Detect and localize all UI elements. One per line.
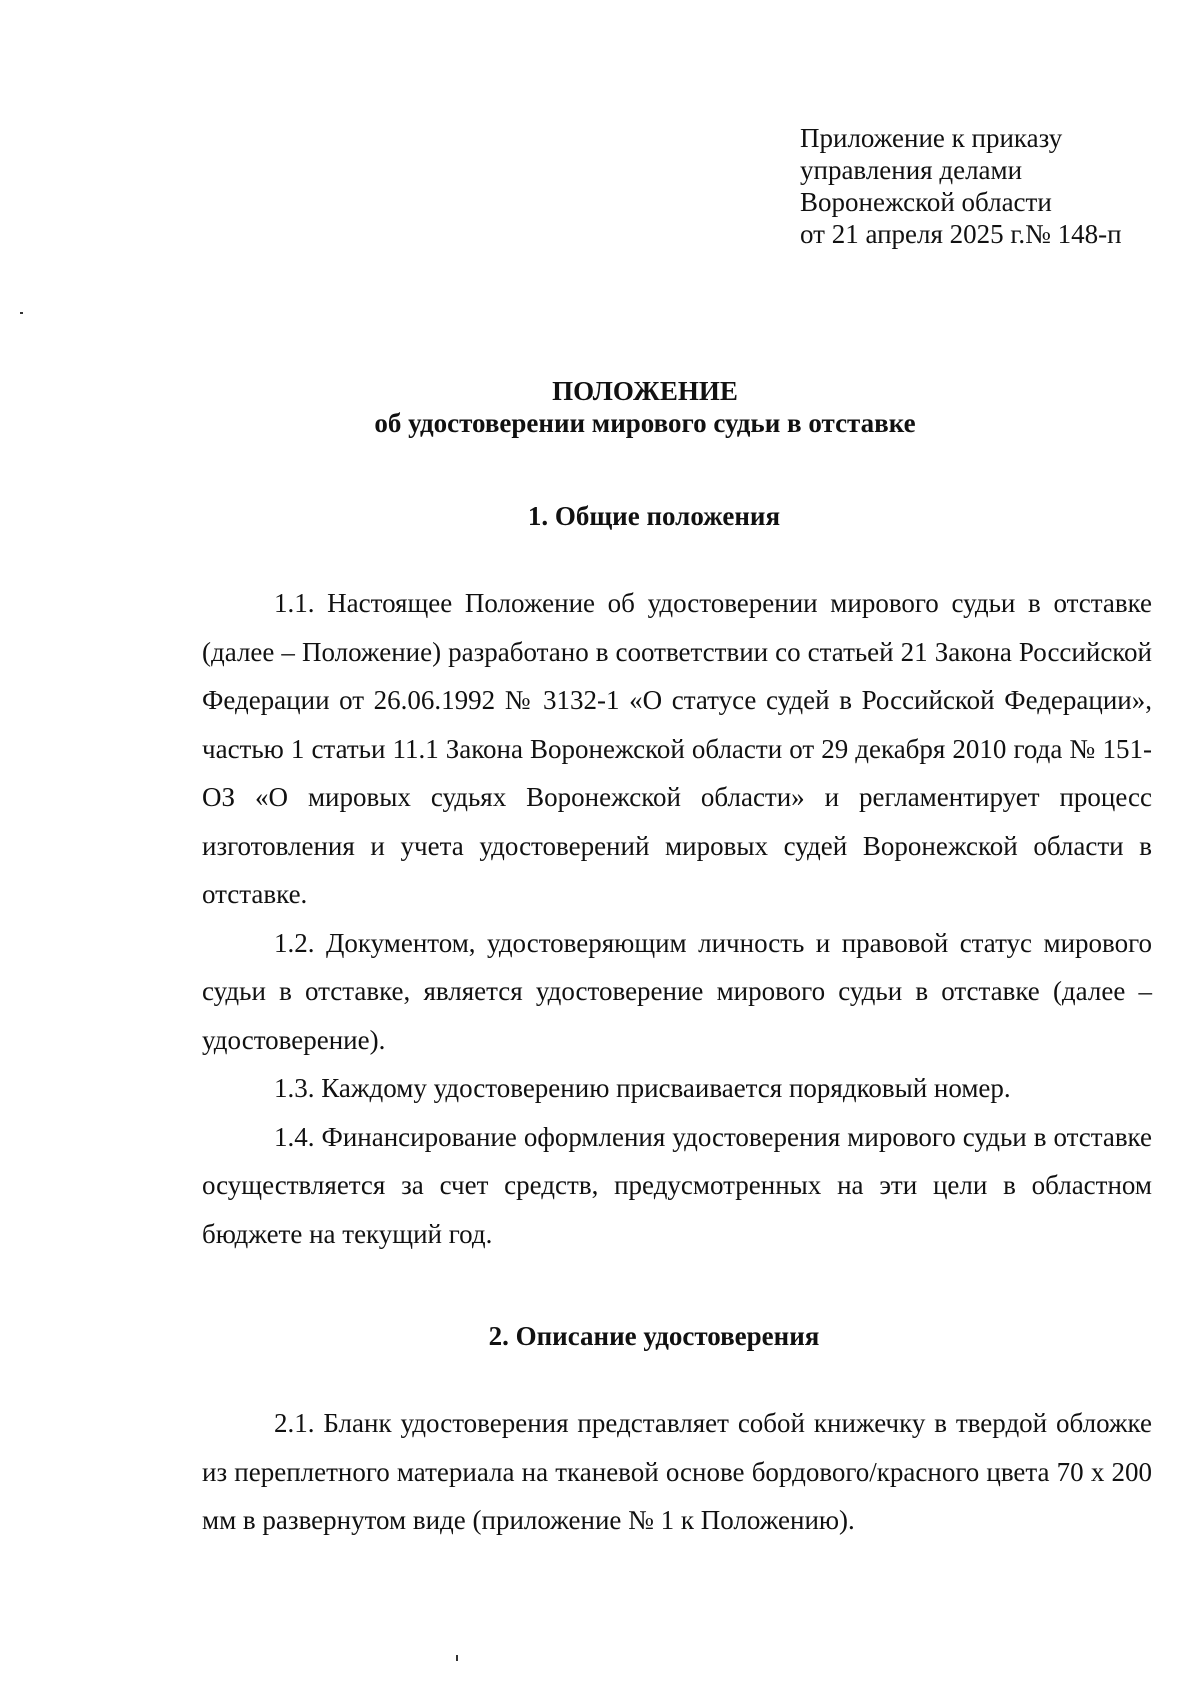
subtitle-line: об удостоверении мирового судьи в отставке: [374, 408, 916, 438]
section-heading: 1. Общие положения: [527, 501, 781, 531]
scan-speck: [456, 1655, 458, 1661]
paragraph: 1.1. Настоящее Положение об удостоверении мирового судьи в отставке (далее – Положение) разработано в соответствии со статьей 21 Закона Российской Федерации от 26.06.1992 № 3132-1 «О статусе судей в Российской Федерации», частью 1 статьи 11.1 Закона Воронежской области от 29 декабря 2010 года № 151-ОЗ «О мировых судьях Воронежской области» и регламентирует процесс изготовления и учета удостоверений мировых судей Воронежской области в отставке.: [202, 588, 1152, 909]
paragraph: 1.4. Финансирование оформления удостоверения мирового судьи в отставке осуществляется за счет средств, предусмотренных на эти цели в областном бюджете на текущий год.: [202, 1121, 1152, 1249]
addendum-line: управления делами: [800, 155, 1023, 185]
document-title: [0, 375, 1200, 439]
scan-speck: [20, 312, 23, 314]
paragraph: 1.3. Каждому удостоверению присваивается порядковый номер.: [274, 1073, 1011, 1103]
addendum-line: от 21 апреля 2025 г.№ 148-п: [800, 219, 1122, 249]
section-body: [202, 1399, 1152, 1545]
addendum-line: Приложение к приказу: [800, 123, 1063, 153]
section-heading: 2. Описание удостоверения: [488, 1321, 820, 1351]
paragraph: 1.2. Документом, удостоверяющим личность и правовой статус мирового судьи в отставке, является удостоверение мирового судьи в отставке (далее – удостоверение).: [202, 927, 1152, 1055]
order-addendum-reference: [800, 122, 1122, 250]
section-body: [202, 579, 1152, 1258]
title-line: ПОЛОЖЕНИЕ: [552, 376, 738, 406]
addendum-line: Воронежской области: [800, 187, 1052, 217]
paragraph: 2.1. Бланк удостоверения представляет собой книжечку в твердой обложке из переплетного материала на тканевой основе бордового/красного цвета 70 х 200 мм в развернутом виде (приложение № 1 к Положению).: [202, 1408, 1152, 1535]
